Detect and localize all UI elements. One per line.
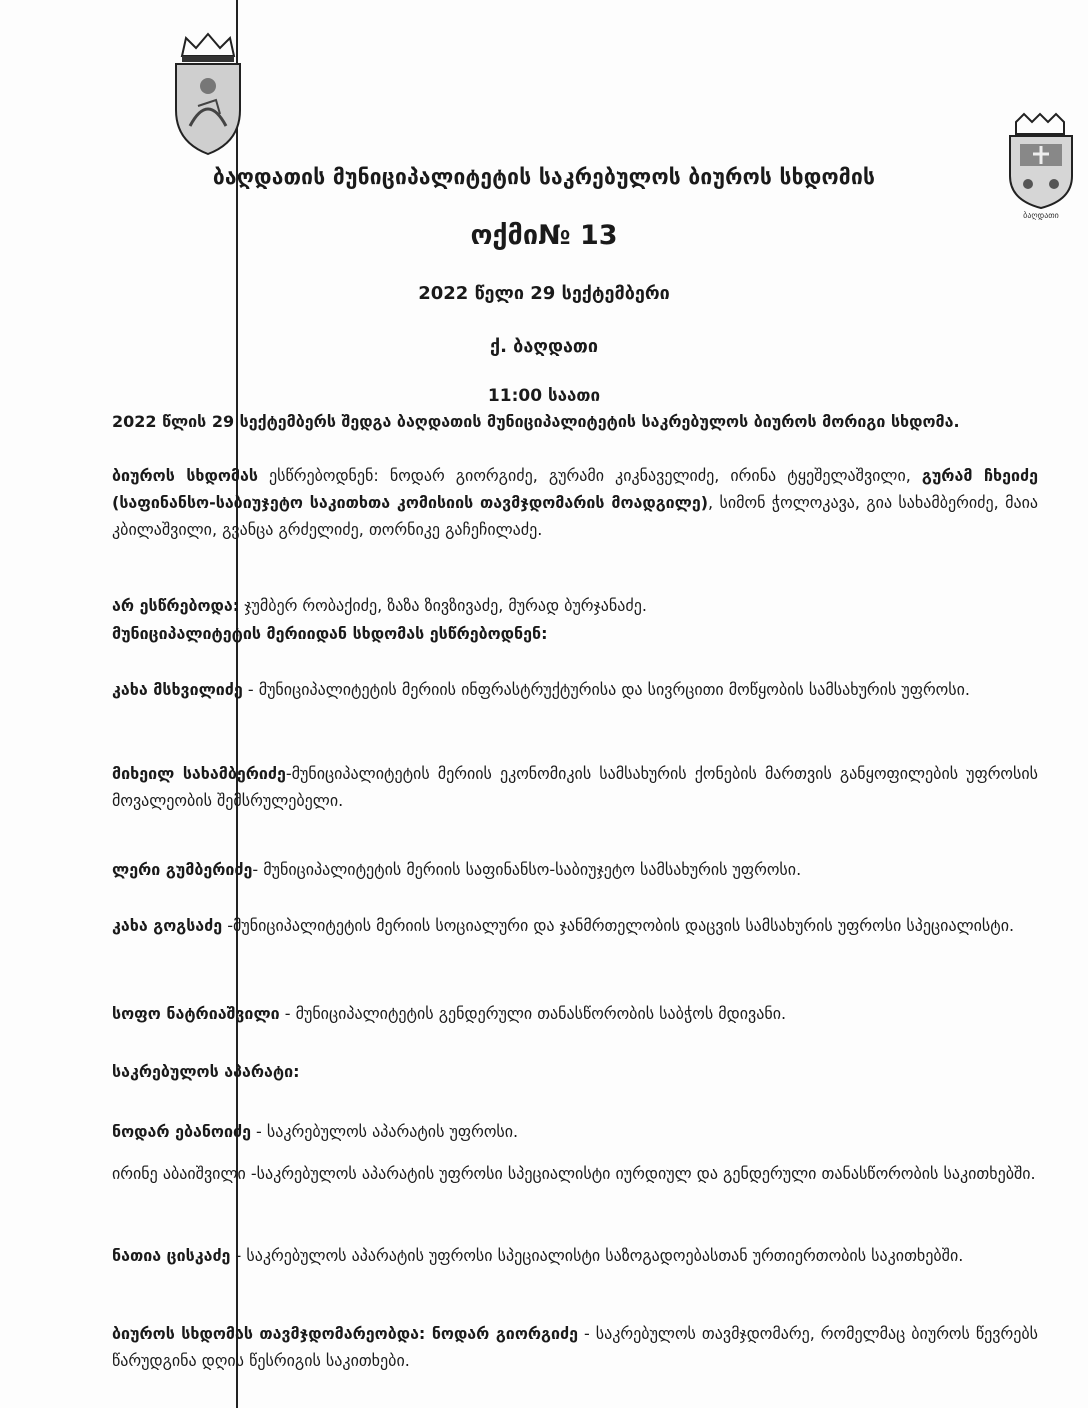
document-heading: ბაღდათის მუნიციპალიტეტის საკრებულოს ბიუროს სხდომის — [212, 165, 876, 189]
intro-paragraph — [112, 408, 1038, 435]
staff-item — [112, 912, 1038, 939]
meeting-date: 2022 წელი 29 სექტემბერი — [418, 283, 670, 304]
attendees-paragraph — [112, 462, 1038, 543]
staff-name: კახა მსხვილიძე — [112, 680, 243, 699]
attendees-list-part1: ესწრებოდნენ: ნოდარ გიორგიძე, გურამი კიკნაველიძე, ირინა ტყეშელაშვილი, — [268, 466, 922, 485]
staff-item — [112, 856, 1038, 883]
apparatus-heading-text: საკრებულოს აპარატი: — [112, 1062, 300, 1081]
attendees-label: ბიუროს სხდომას — [112, 466, 258, 485]
meeting-city: ქ. ბაღდათი — [490, 336, 598, 357]
staff-role: - საკრებულოს აპარატის უფროსი სპეციალისტი საზოგადოებასთან ურთიერთობის საკითხებში. — [230, 1246, 964, 1265]
absent-names: ჯუმბერ რობაქიძე, ზაზა ზივზივაძე, მურად ბურჯანაძე. — [244, 596, 647, 615]
chair-text: - საკრებულოს თავმჯდომარე, რომელმაც ბიუროს წევრებს წარუდგინა დღის წესრიგის საკითხები. — [112, 1324, 1039, 1370]
staff-role: -მუნიციპალიტეტის მერიის სოციალური და ჯანმრთელობის დაცვის სამსახურის უფროსი სპეციალისტი. — [222, 916, 1015, 935]
staff-item — [112, 1242, 1038, 1269]
absent-paragraph — [112, 592, 1038, 619]
staff-role: - მუნიციპალიტეტის გენდერული თანასწორობის საბჭოს მდივანი. — [279, 1004, 787, 1023]
staff-role: -მუნიციპალიტეტის მერიის ეკონომიკის სამსახურის ქონების მართვის განყოფილების უფროსის მოვალეობის შემსრულებელი. — [112, 764, 1039, 810]
scan-vertical-line — [236, 0, 238, 1408]
staff-role: - საკრებულოს აპარატის უფროსი. — [250, 1122, 519, 1141]
chair-label: ბიუროს სხდომას თავმჯდომარეობდა: ნოდარ გიორგიძე — [112, 1324, 578, 1343]
staff-item — [112, 1160, 1038, 1187]
staff-role: - მუნიციპალიტეტის მერიის ინფრასტრუქტურისა და სივრცითი მოწყობის სამსახურის უფროსი. — [242, 680, 970, 699]
staff-name: მიხეილ სახამბერიძე — [112, 764, 286, 783]
attendees-list-bold: გურამ ჩხეიძე (საფინანსო-საბიუჯეტო საკითხთა კომისიის თავმჯდომარის მოადგილე) — [112, 466, 1038, 512]
protocol-title: ოქმი№ 13 — [470, 220, 618, 251]
coat-of-arms-left — [168, 30, 248, 158]
absent-label: არ ესწრებოდა: — [112, 596, 240, 615]
svg-text:ბაღდათი: ბაღდათი — [1023, 211, 1059, 220]
apparatus-heading — [112, 1058, 1038, 1085]
staff-name: ნათია ცისკაძე — [112, 1246, 231, 1265]
staff-name: ნოდარ ებანოიძე — [112, 1122, 251, 1141]
staff-item — [112, 1000, 1038, 1027]
mayor-heading-text: მუნიციპალიტეტის მერიიდან სხდომას ესწრებოდნენ: — [112, 624, 548, 643]
staff-item — [112, 1118, 1038, 1145]
intro-text: 2022 წლის 29 სექტემბერს შედგა ბაღდათის მუნიციპალიტეტის საკრებულოს ბიუროს მორიგი სხდომა. — [112, 412, 960, 431]
staff-name: სოფო ნატრიაშვილი — [112, 1004, 280, 1023]
staff-name: ირინე აბაიშვილი — [112, 1164, 246, 1183]
chair-paragraph — [112, 1320, 1038, 1374]
staff-role: -საკრებულოს აპარატის უფროსი სპეციალისტი იურდიულ და გენდერული თანასწორობის საკითხებში. — [245, 1164, 1036, 1183]
attendees-list-part2: , სიმონ ჭოლოკავა, გია სახამბერიძე, მაია კბილაშვილი, გვანცა გრძელიძე, თორნიკე გაჩეჩილაძე. — [112, 493, 1039, 539]
staff-item — [112, 760, 1038, 814]
staff-name: კახა გოგსაძე — [112, 916, 223, 935]
staff-name: ლერი გუმბერიძე — [112, 860, 253, 879]
staff-item — [112, 676, 1038, 703]
staff-role: - მუნიციპალიტეტის მერიის საფინანსო-საბიუჯეტო სამსახურის უფროსი. — [252, 860, 802, 879]
meeting-time: 11:00 საათი — [487, 386, 601, 406]
mayor-heading — [112, 620, 1038, 647]
